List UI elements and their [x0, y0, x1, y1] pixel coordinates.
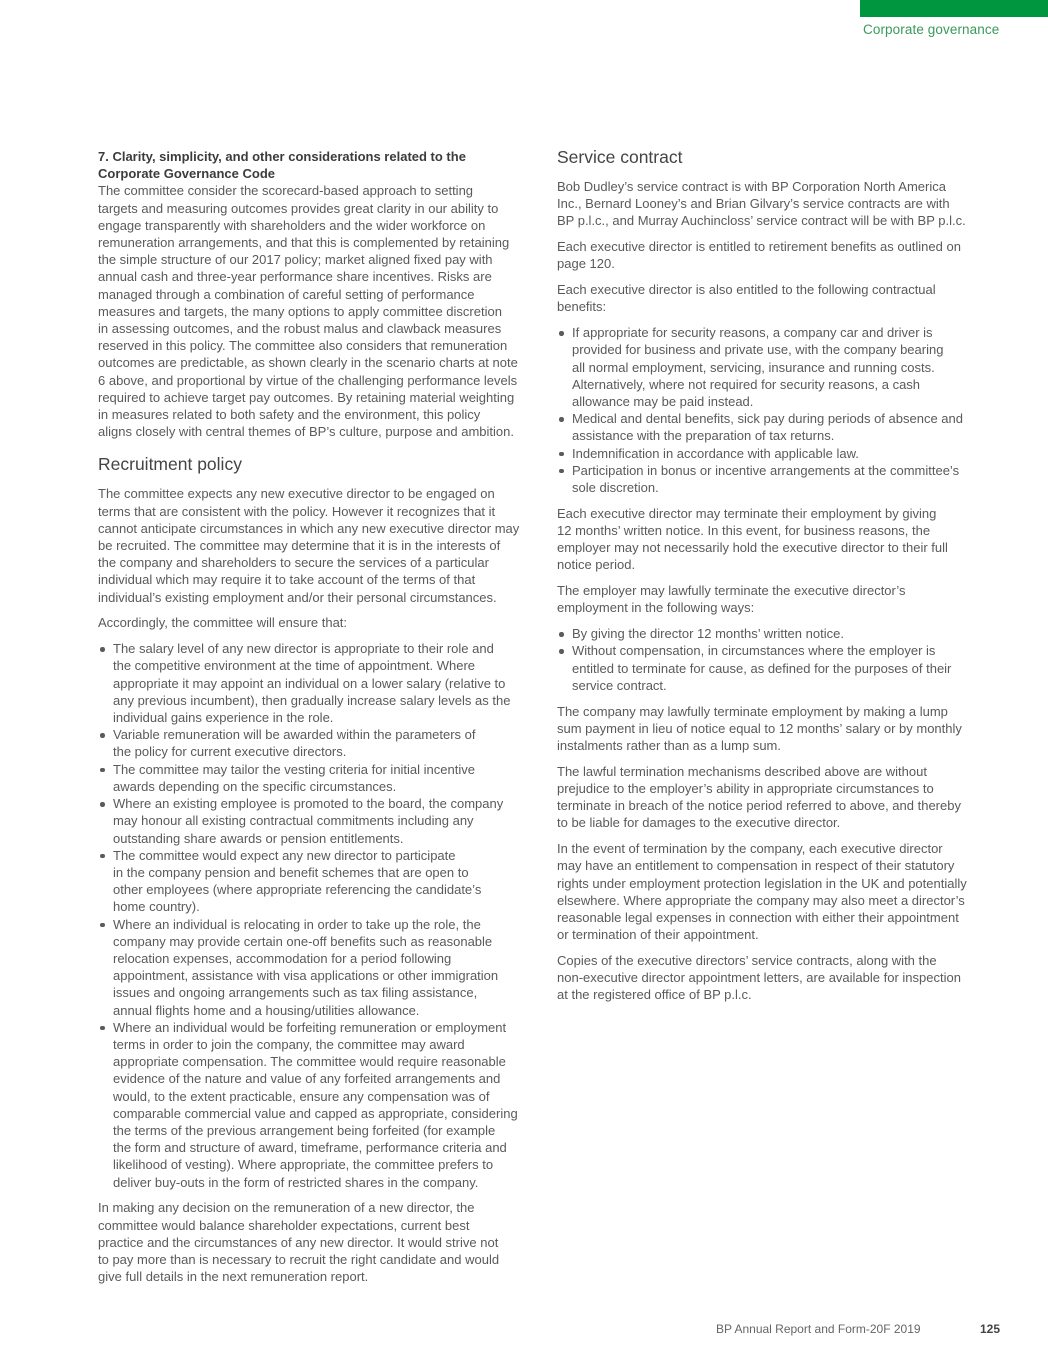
- text-line: targets and measuring outcomes provides great clarity in our ability to: [98, 200, 499, 216]
- left-column: [98, 148, 548, 1294]
- text-line: notice period.: [557, 557, 636, 573]
- bullet-line: terms in order to join the company, the committee may award: [113, 1036, 465, 1052]
- bullet-line: Where an existing employee is promoted to the board, the company: [113, 796, 504, 812]
- termination-bullets: [557, 625, 1007, 694]
- text-line: the company and shareholders to secure the services of a particular: [98, 555, 489, 571]
- bullet-line: If appropriate for security reasons, a company car and driver is: [572, 325, 933, 341]
- bullet-line: Alternatively, where not required for security reasons, a cash: [572, 376, 921, 392]
- bullet-line: appointment, assistance with visa applications or other immigration: [113, 968, 499, 984]
- text-line: required to achieve target pay outcomes. By retaining material weighting: [98, 389, 515, 405]
- text-line: Each executive director is entitled to retirement benefits as outlined on: [557, 239, 961, 255]
- text-line: cannot anticipate circumstances in which any new executive director may: [98, 520, 520, 536]
- bullet-line: comparable commercial value and capped as appropriate, considering: [113, 1105, 518, 1121]
- bullet-item: [557, 445, 1007, 462]
- right-column: [557, 148, 1007, 1012]
- bullet-item: [98, 916, 548, 1019]
- bullet-line: home country).: [113, 899, 200, 915]
- service-contract-p9: [557, 952, 1007, 1004]
- text-line: instalments rather than as a lump sum.: [557, 738, 781, 754]
- footer-page-number: 125: [980, 1322, 1001, 1336]
- text-line: Inc., Bernard Looney’s and Brian Gilvary’s service contracts are with: [557, 196, 950, 212]
- text-line: prejudice to the employer’s ability in appropriate circumstances to: [557, 781, 934, 797]
- bullet-line: the form and structure of award, timeframe, performance criteria and: [113, 1140, 507, 1156]
- text-line: aligns closely with central themes of BP’s culture, purpose and ambition.: [98, 424, 514, 440]
- bullet-line: the terms of the previous arrangement being forfeited (for example: [113, 1122, 496, 1138]
- bullet-line: company may provide certain one-off benefits such as reasonable: [113, 933, 493, 949]
- text-line: may have an entitlement to compensation in respect of their statutory: [557, 858, 955, 874]
- bullet-line: provided for business and private use, with the company bearing: [572, 342, 944, 358]
- text-line: Bob Dudley’s service contract is with BP Corporation North America: [557, 179, 946, 194]
- recruitment-closing: [98, 1199, 548, 1285]
- bullet-line: Where an individual would be forfeiting remuneration or employment: [113, 1019, 507, 1035]
- text-line: to pay more than is necessary to recruit the right candidate and would: [98, 1251, 500, 1267]
- text-line: the simple structure of our 2017 policy; market aligned fixed pay with: [98, 252, 493, 268]
- service-contract-p1: [557, 178, 1007, 230]
- bullet-line: likelihood of vesting). Where appropriate, the committee prefers to: [113, 1157, 494, 1173]
- bullet-line: issues and ongoing arrangements such as tax filing assistance,: [113, 985, 478, 1001]
- bullet-line: sole discretion.: [572, 480, 659, 496]
- recruitment-intro: [98, 485, 548, 605]
- text-line: at the registered office of BP p.l.c.: [557, 987, 752, 1003]
- bullet-item: [98, 726, 548, 760]
- bullet-line: Without compensation, in circumstances where the employer is: [572, 643, 936, 659]
- clarity-heading: [98, 148, 548, 182]
- recruitment-bullets: [98, 640, 548, 1191]
- bullet-line: relocation expenses, accommodation for a period following: [113, 950, 452, 966]
- bullet-line: all normal employment, servicing, insurance and running costs.: [572, 359, 935, 375]
- bullet-line: appropriate compensation. The committee would require reasonable: [113, 1054, 506, 1070]
- text-line: in assessing outcomes, and the robust malus and clawback measures: [98, 321, 502, 337]
- text-line: 6 above, and proportional by virtue of the challenging performance levels: [98, 372, 518, 388]
- bullet-item: [98, 847, 548, 916]
- bullet-line: any previous incumbent), then gradually increase salary levels as the: [113, 692, 511, 708]
- bullet-item: [557, 625, 1007, 642]
- text-line: non-executive director appointment letters, are available for inspection: [557, 970, 961, 986]
- text-line: The employer may lawfully terminate the executive director’s: [557, 583, 906, 599]
- text-line: The committee expects any new executive director to be engaged on: [98, 486, 495, 502]
- bullet-line: The committee may tailor the vesting criteria for initial incentive: [113, 761, 475, 777]
- text-line: individual’s existing employment and/or their personal circumstances.: [98, 589, 497, 605]
- bullet-item: [557, 324, 1007, 410]
- text-line: outcomes are predictable, as shown clearly in the scenario charts at note: [98, 355, 518, 371]
- text-line: Each executive director is also entitled to the following contractual: [557, 282, 936, 298]
- bullet-item: [98, 761, 548, 795]
- text-line: The company may lawfully terminate employment by making a lump: [557, 703, 948, 719]
- bullet-line: would, to the extent practicable, ensure any compensation was of: [113, 1088, 490, 1104]
- bullet-line: awards depending on the specific circumstances.: [113, 778, 397, 794]
- service-contract-p8: [557, 840, 1007, 943]
- text-line: committee would balance shareholder expectations, current best: [98, 1217, 470, 1233]
- bullet-line: the competitive environment at the time of appointment. Where: [113, 658, 476, 674]
- text-line: Copies of the executive directors’ service contracts, along with the: [557, 953, 937, 969]
- bullet-line: assistance with the preparation of tax returns.: [572, 428, 835, 444]
- text-line: practice and the circumstances of any new director. It would strive not: [98, 1234, 499, 1250]
- service-contract-p5: [557, 582, 1007, 616]
- bullet-line: Where an individual is relocating in order to take up the role, the: [113, 916, 481, 932]
- text-line: or termination of their appointment.: [557, 927, 759, 943]
- text-line: Corporate Governance Code: [98, 166, 275, 182]
- section-accent-bar: [860, 0, 1048, 17]
- text-line: managed through a combination of careful setting of performance: [98, 286, 475, 302]
- bullet-line: The committee would expect any new director to participate: [113, 847, 456, 863]
- benefit-bullets: [557, 324, 1007, 496]
- bullet-line: Variable remuneration will be awarded within the parameters of: [113, 727, 476, 743]
- text-line: reasonable legal expenses in connection with either their appointment: [557, 910, 959, 926]
- bullet-line: may honour all existing contractual commitments including any: [113, 813, 474, 829]
- bullet-item: [98, 795, 548, 847]
- bullet-line: outstanding share awards or pension entitlements.: [113, 830, 404, 846]
- text-line: Each executive director may terminate their employment by giving: [557, 505, 937, 521]
- text-line: be recruited. The committee may determine that it is in the interests of: [98, 538, 501, 554]
- recruitment-policy-heading: Recruitment policy: [98, 454, 242, 475]
- bullet-item: [98, 640, 548, 726]
- bullet-line: appropriate it may appoint an individual on a lower salary (relative to: [113, 675, 506, 691]
- text-line: BP p.l.c., and Murray Auchincloss’ service contract will be with BP p.l.c.: [557, 213, 966, 229]
- service-contract-p3: [557, 281, 1007, 315]
- bullet-line: annual flights home and a housing/utilities allowance.: [113, 1002, 420, 1018]
- bullet-line: evidence of the nature and value of any forfeited arrangements and: [113, 1071, 501, 1087]
- text-line: In making any decision on the remuneration of a new director, the: [98, 1200, 475, 1216]
- bullet-line: entitled to terminate for cause, as defined for the purposes of their: [572, 660, 952, 676]
- text-line: terms that are consistent with the policy. However it recognizes that it: [98, 503, 496, 519]
- text-line: remuneration arrangements, and that this is complemented by retaining: [98, 235, 510, 251]
- text-line: engage transparently with shareholders and the wider workforce on: [98, 217, 486, 233]
- service-contract-p4: [557, 505, 1007, 574]
- text-line: 7. Clarity, simplicity, and other considerations related to the: [98, 149, 466, 164]
- text-line: give full details in the next remuneration report.: [98, 1269, 369, 1285]
- text-line: individual which may require it to take account of the terms of that: [98, 572, 476, 588]
- footer-report-title: BP Annual Report and Form-20F 2019: [716, 1322, 921, 1336]
- text-line: to be liable for damages to the executive director.: [557, 815, 841, 831]
- bullet-line: Medical and dental benefits, sick pay during periods of absence and: [572, 411, 963, 427]
- service-contract-p2: [557, 238, 1007, 272]
- text-line: measures and targets, the many options to apply committee discretion: [98, 303, 502, 319]
- service-contract-heading: Service contract: [557, 147, 683, 167]
- text-line: Accordingly, the committee will ensure that:: [98, 615, 348, 631]
- bullet-item: [557, 410, 1007, 444]
- text-line: terminate in breach of the notice period referred to above, and thereby: [557, 798, 961, 814]
- bullet-line: other employees (where appropriate referencing the candidate’s: [113, 882, 482, 898]
- text-line: annual cash and three-year performance share incentives. Risks are: [98, 269, 492, 285]
- text-line: 12 months’ written notice. In this event, for business reasons, the: [557, 523, 931, 539]
- section-label: Corporate governance: [863, 22, 1000, 37]
- service-contract-p6: [557, 703, 1007, 755]
- bullet-item: [557, 462, 1007, 496]
- text-line: in measures related to both safety and the environment, this policy: [98, 407, 481, 423]
- bullet-line: in the company pension and benefit schemes that are open to: [113, 864, 469, 880]
- text-line: sum payment in lieu of notice equal to 12 months’ salary or by monthly: [557, 720, 962, 736]
- bullet-line: individual gains experience in the role.: [113, 710, 334, 726]
- bullet-line: Indemnification in accordance with applicable law.: [572, 445, 859, 461]
- bullet-item: [557, 642, 1007, 694]
- bullet-line: deliver buy-outs in the form of restricted shares in the company.: [113, 1174, 479, 1190]
- clarity-body: [98, 182, 548, 440]
- text-line: In the event of termination by the company, each executive director: [557, 841, 943, 857]
- bullet-item: [98, 1019, 548, 1191]
- text-line: employer may not necessarily hold the executive director to their full: [557, 540, 948, 556]
- text-line: employment in the following ways:: [557, 600, 755, 616]
- text-line: The committee consider the scorecard-based approach to setting: [98, 183, 474, 199]
- text-line: rights under employment protection legislation in the UK and potentially: [557, 875, 967, 891]
- bullet-line: allowance may be paid instead.: [572, 394, 754, 410]
- text-line: elsewhere. Where appropriate the company may also meet a director’s: [557, 892, 965, 908]
- bullet-line: The salary level of any new director is appropriate to their role and: [113, 641, 494, 657]
- bullet-line: By giving the director 12 months’ written notice.: [572, 626, 844, 642]
- bullet-line: the policy for current executive directors.: [113, 744, 347, 760]
- text-line: benefits:: [557, 299, 607, 315]
- recruitment-ensure-lead: [98, 614, 548, 631]
- bullet-line: Participation in bonus or incentive arrangements at the committee’s: [572, 462, 960, 478]
- text-line: The lawful termination mechanisms described above are without: [557, 763, 927, 779]
- text-line: page 120.: [557, 256, 615, 272]
- text-line: reserved in this policy. The committee also considers that remuneration: [98, 338, 508, 354]
- service-contract-p7: [557, 763, 1007, 832]
- bullet-line: service contract.: [572, 677, 667, 693]
